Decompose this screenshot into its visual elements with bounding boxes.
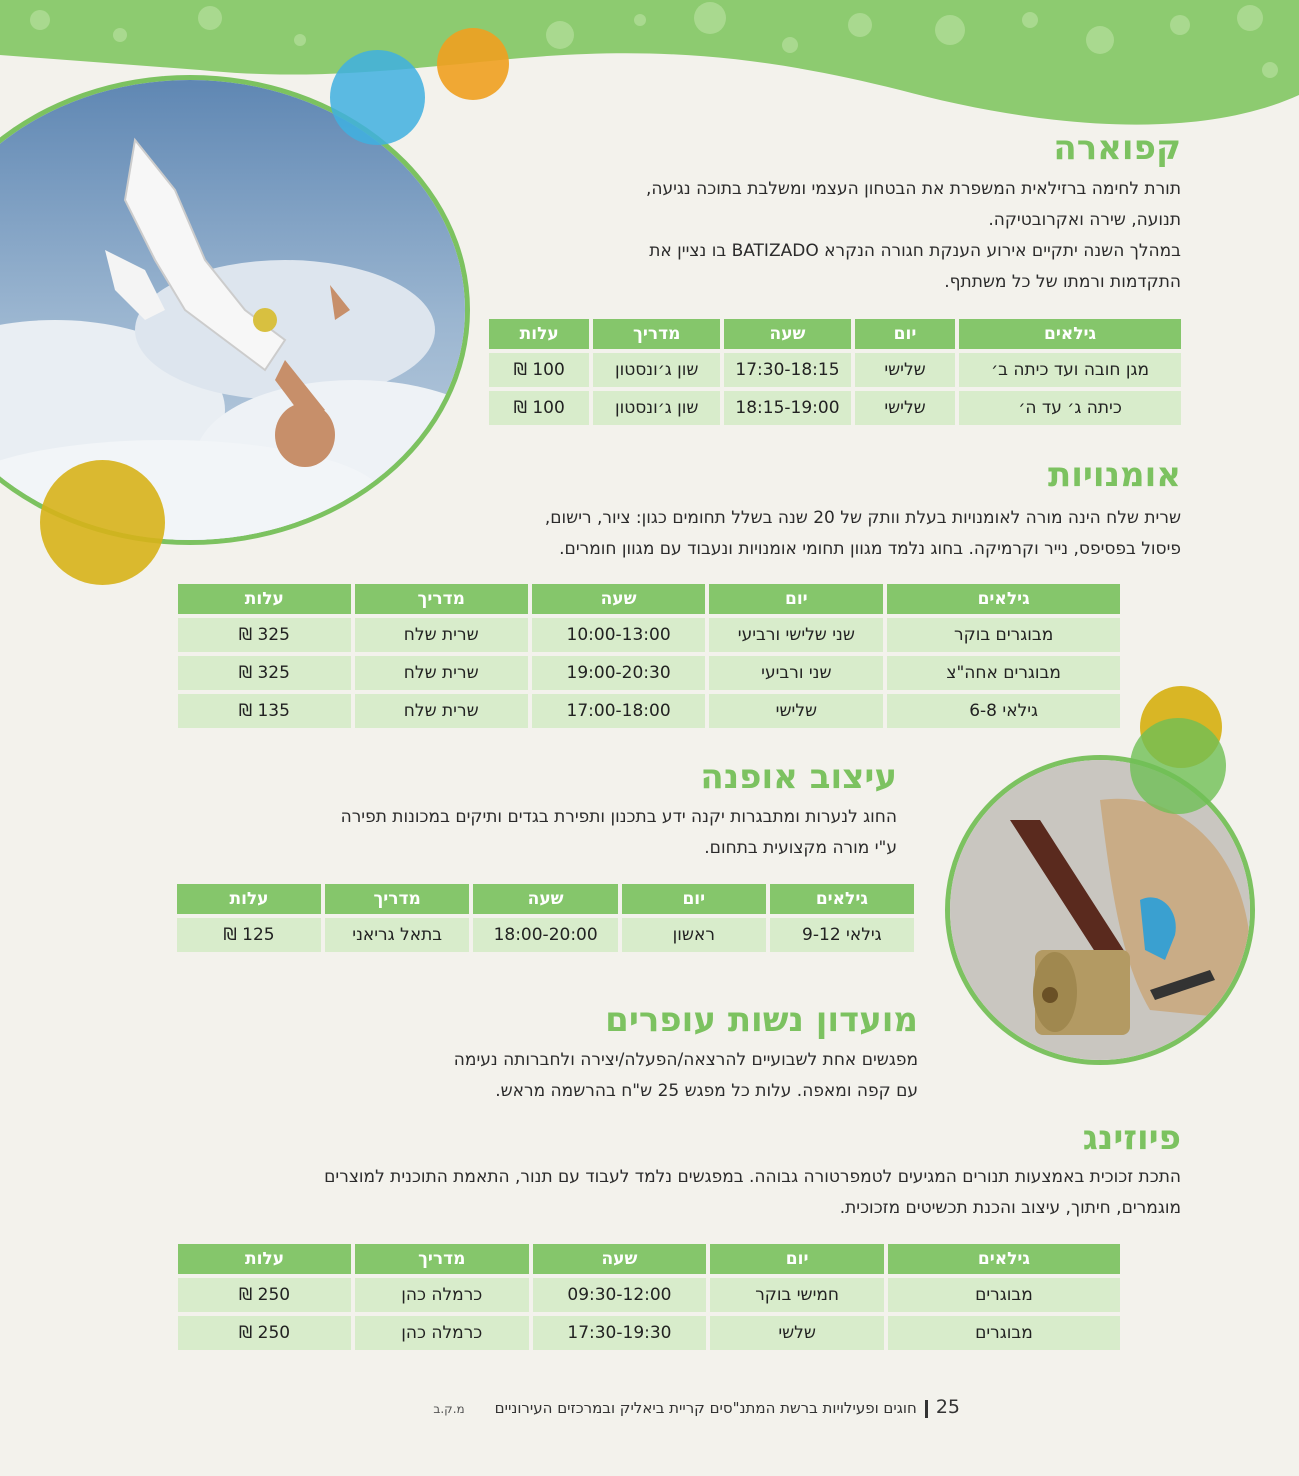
table-row [178,618,1120,652]
cell-day: שלשי [710,1316,884,1350]
table-header-row [178,1244,1120,1274]
cell-cost: 250 ₪ [178,1278,351,1312]
women-club-line-2: עם קפה ומאפה. עלות כל מפגש 25 ש"ח בהרשמה מראש. [495,1081,918,1101]
blue-bubble [330,50,425,145]
cell-cost: 100 ₪ [489,391,589,425]
cell-instructor: כרמלה כהן [355,1278,528,1312]
fashion-line-2: ע"י מורה מקצועית בתחום. [704,838,897,858]
cell-time: 17:30-18:15 [724,353,851,387]
women-club-line-1: מפגשים אחת לשבועיים להרצאה/הפעלה/יצירה ולחברותה נעימה [453,1050,918,1070]
cell-cost: 325 ₪ [178,618,351,652]
header-ages: גילאים [887,584,1120,614]
cell-instructor: שרית שלח [355,618,528,652]
cell-cost: 125 ₪ [177,918,321,952]
table-header-row [489,319,1181,349]
arts-line-1: שרית שלח הינה מורה לאומנויות בעלת וותק של 20 שנה בשלל תחומים כגון: ציור, רישום, [544,508,1181,528]
cell-time: 17:00-18:00 [532,694,706,728]
fashion-schedule-table [173,880,918,956]
table-header-row [178,584,1120,614]
header-ages: גילאים [770,884,914,914]
cell-ages: גילאי 9-12 [770,918,914,952]
cell-cost: 250 ₪ [178,1316,351,1350]
cell-ages: מבוגרים [888,1316,1120,1350]
cell-day: שלישי [855,391,955,425]
cell-instructor: בתאל גריאני [325,918,469,952]
table-row [178,1278,1120,1312]
cell-instructor: שון ג׳ונסטון [593,353,720,387]
cell-day: שלישי [709,694,883,728]
capoeira-line-3: במהלך השנה יתקיים אירוע הענקת חגורה הנקרא BATIZADO בו נציין את [649,241,1181,261]
cell-instructor: שרית שלח [355,694,528,728]
cell-time: 09:30-12:00 [533,1278,707,1312]
fusing-description [111,1162,1181,1224]
header-day: יום [622,884,766,914]
header-instructor: מדריך [355,1244,528,1274]
table-row [178,1316,1120,1350]
table-header-row [177,884,914,914]
cell-cost: 100 ₪ [489,353,589,387]
header-cost: עלות [489,319,589,349]
arts-description [391,503,1181,565]
cell-ages: מבוגרים [888,1278,1120,1312]
fashion-line-1: החוג לנערות ומתבגרות יקנה ידע בתכנון ותפירת בגדים ותיקים במכונות תפירה [340,807,897,827]
cell-ages: גילאי 6-8 [887,694,1120,728]
cell-instructor: כרמלה כהן [355,1316,528,1350]
header-instructor: מדריך [593,319,720,349]
arts-line-2: פיסול בפסיפס, נייר וקרמיקה. בחוג נלמד מגוון תחומי אומנויות ונעבוד עם מגוון חומרים. [559,539,1181,559]
table-row [177,918,914,952]
capoeira-title: קפוארה [1053,128,1181,168]
header-day: יום [855,319,955,349]
fashion-title: עיצוב אופנה [700,757,897,797]
cell-day: שלישי [855,353,955,387]
cell-cost: 325 ₪ [178,656,351,690]
header-time: שעה [724,319,851,349]
cell-day: חמישי בוקר [710,1278,884,1312]
capoeira-line-1: תורת לחימה ברזילאית המשפרת את הבטחון העצמי ומשלבת בתוכה נגיעה, [645,179,1181,199]
cell-time: 18:00-20:00 [473,918,618,952]
header-day: יום [710,1244,884,1274]
women-club-description [328,1045,918,1107]
capoeira-line-4: התקדמות ורמתו של כל משתתף. [944,272,1181,292]
cell-ages: מבוגרים בוקר [887,618,1120,652]
capoeira-line-2: תנועה, שירה ואקרובטיקה. [988,210,1181,230]
cell-day: שני שלישי ורביעי [709,618,883,652]
table-row [178,656,1120,690]
arts-title: אומנויות [1047,455,1181,495]
fusing-line-2: מוגמרים, חיתוך, עיצוב והכנת תכשיטים מזכוכית. [839,1198,1181,1218]
cell-instructor: שרית שלח [355,656,528,690]
women-club-title: מועדון נשות עופרים [605,1000,918,1040]
cell-cost: 135 ₪ [178,694,351,728]
green-bubble [1130,718,1226,814]
header-ages: גילאים [888,1244,1120,1274]
arts-schedule-table [174,580,1124,732]
header-time: שעה [532,584,706,614]
cell-time: 19:00-20:30 [532,656,706,690]
header-cost: עלות [178,1244,351,1274]
cell-time: 18:15-19:00 [724,391,851,425]
cell-time: 10:00-13:00 [532,618,706,652]
footer-logo: מ.ק.ב [433,1402,465,1416]
capoeira-schedule-table [485,315,1185,429]
cell-instructor: שון ג׳ונסטון [593,391,720,425]
header-day: יום [709,584,883,614]
header-time: שעה [473,884,618,914]
fusing-title: פיוזינג [1082,1118,1181,1158]
cell-day: שני ורביעי [709,656,883,690]
fusing-line-1: התכת זכוכית באמצעות תנורים המגיעים לטמפרטורה גבוהה. במפגשים נלמד לעבוד עם תנור, התאמת התוכנית למוצרים [324,1167,1181,1187]
header-cost: עלות [178,584,351,614]
cell-ages: מגן חובה ועד כיתה ב׳ [959,353,1181,387]
table-row [489,353,1181,387]
header-cost: עלות [177,884,321,914]
cell-ages: כיתה ג׳ עד ה׳ [959,391,1181,425]
table-row [489,391,1181,425]
header-instructor: מדריך [325,884,469,914]
capoeira-description [481,174,1181,298]
cell-ages: מבוגרים אחה"צ [887,656,1120,690]
header-time: שעה [533,1244,707,1274]
cell-time: 17:30-19:30 [533,1316,707,1350]
cell-day: ראשון [622,918,766,952]
orange-bubble [437,28,509,100]
fusing-schedule-table [174,1240,1124,1354]
footer-text: חוגים ופעילויות ברשת המתנ"סים קריית ביאליק ובמרכזים העירוניים [494,1399,917,1417]
page-number: 25 [935,1396,960,1418]
table-row [178,694,1120,728]
footer-divider [925,1400,928,1418]
page-footer [340,1396,960,1418]
yellow-bubble [40,460,165,585]
header-ages: גילאים [959,319,1181,349]
fashion-description [177,802,897,864]
header-instructor: מדריך [355,584,528,614]
